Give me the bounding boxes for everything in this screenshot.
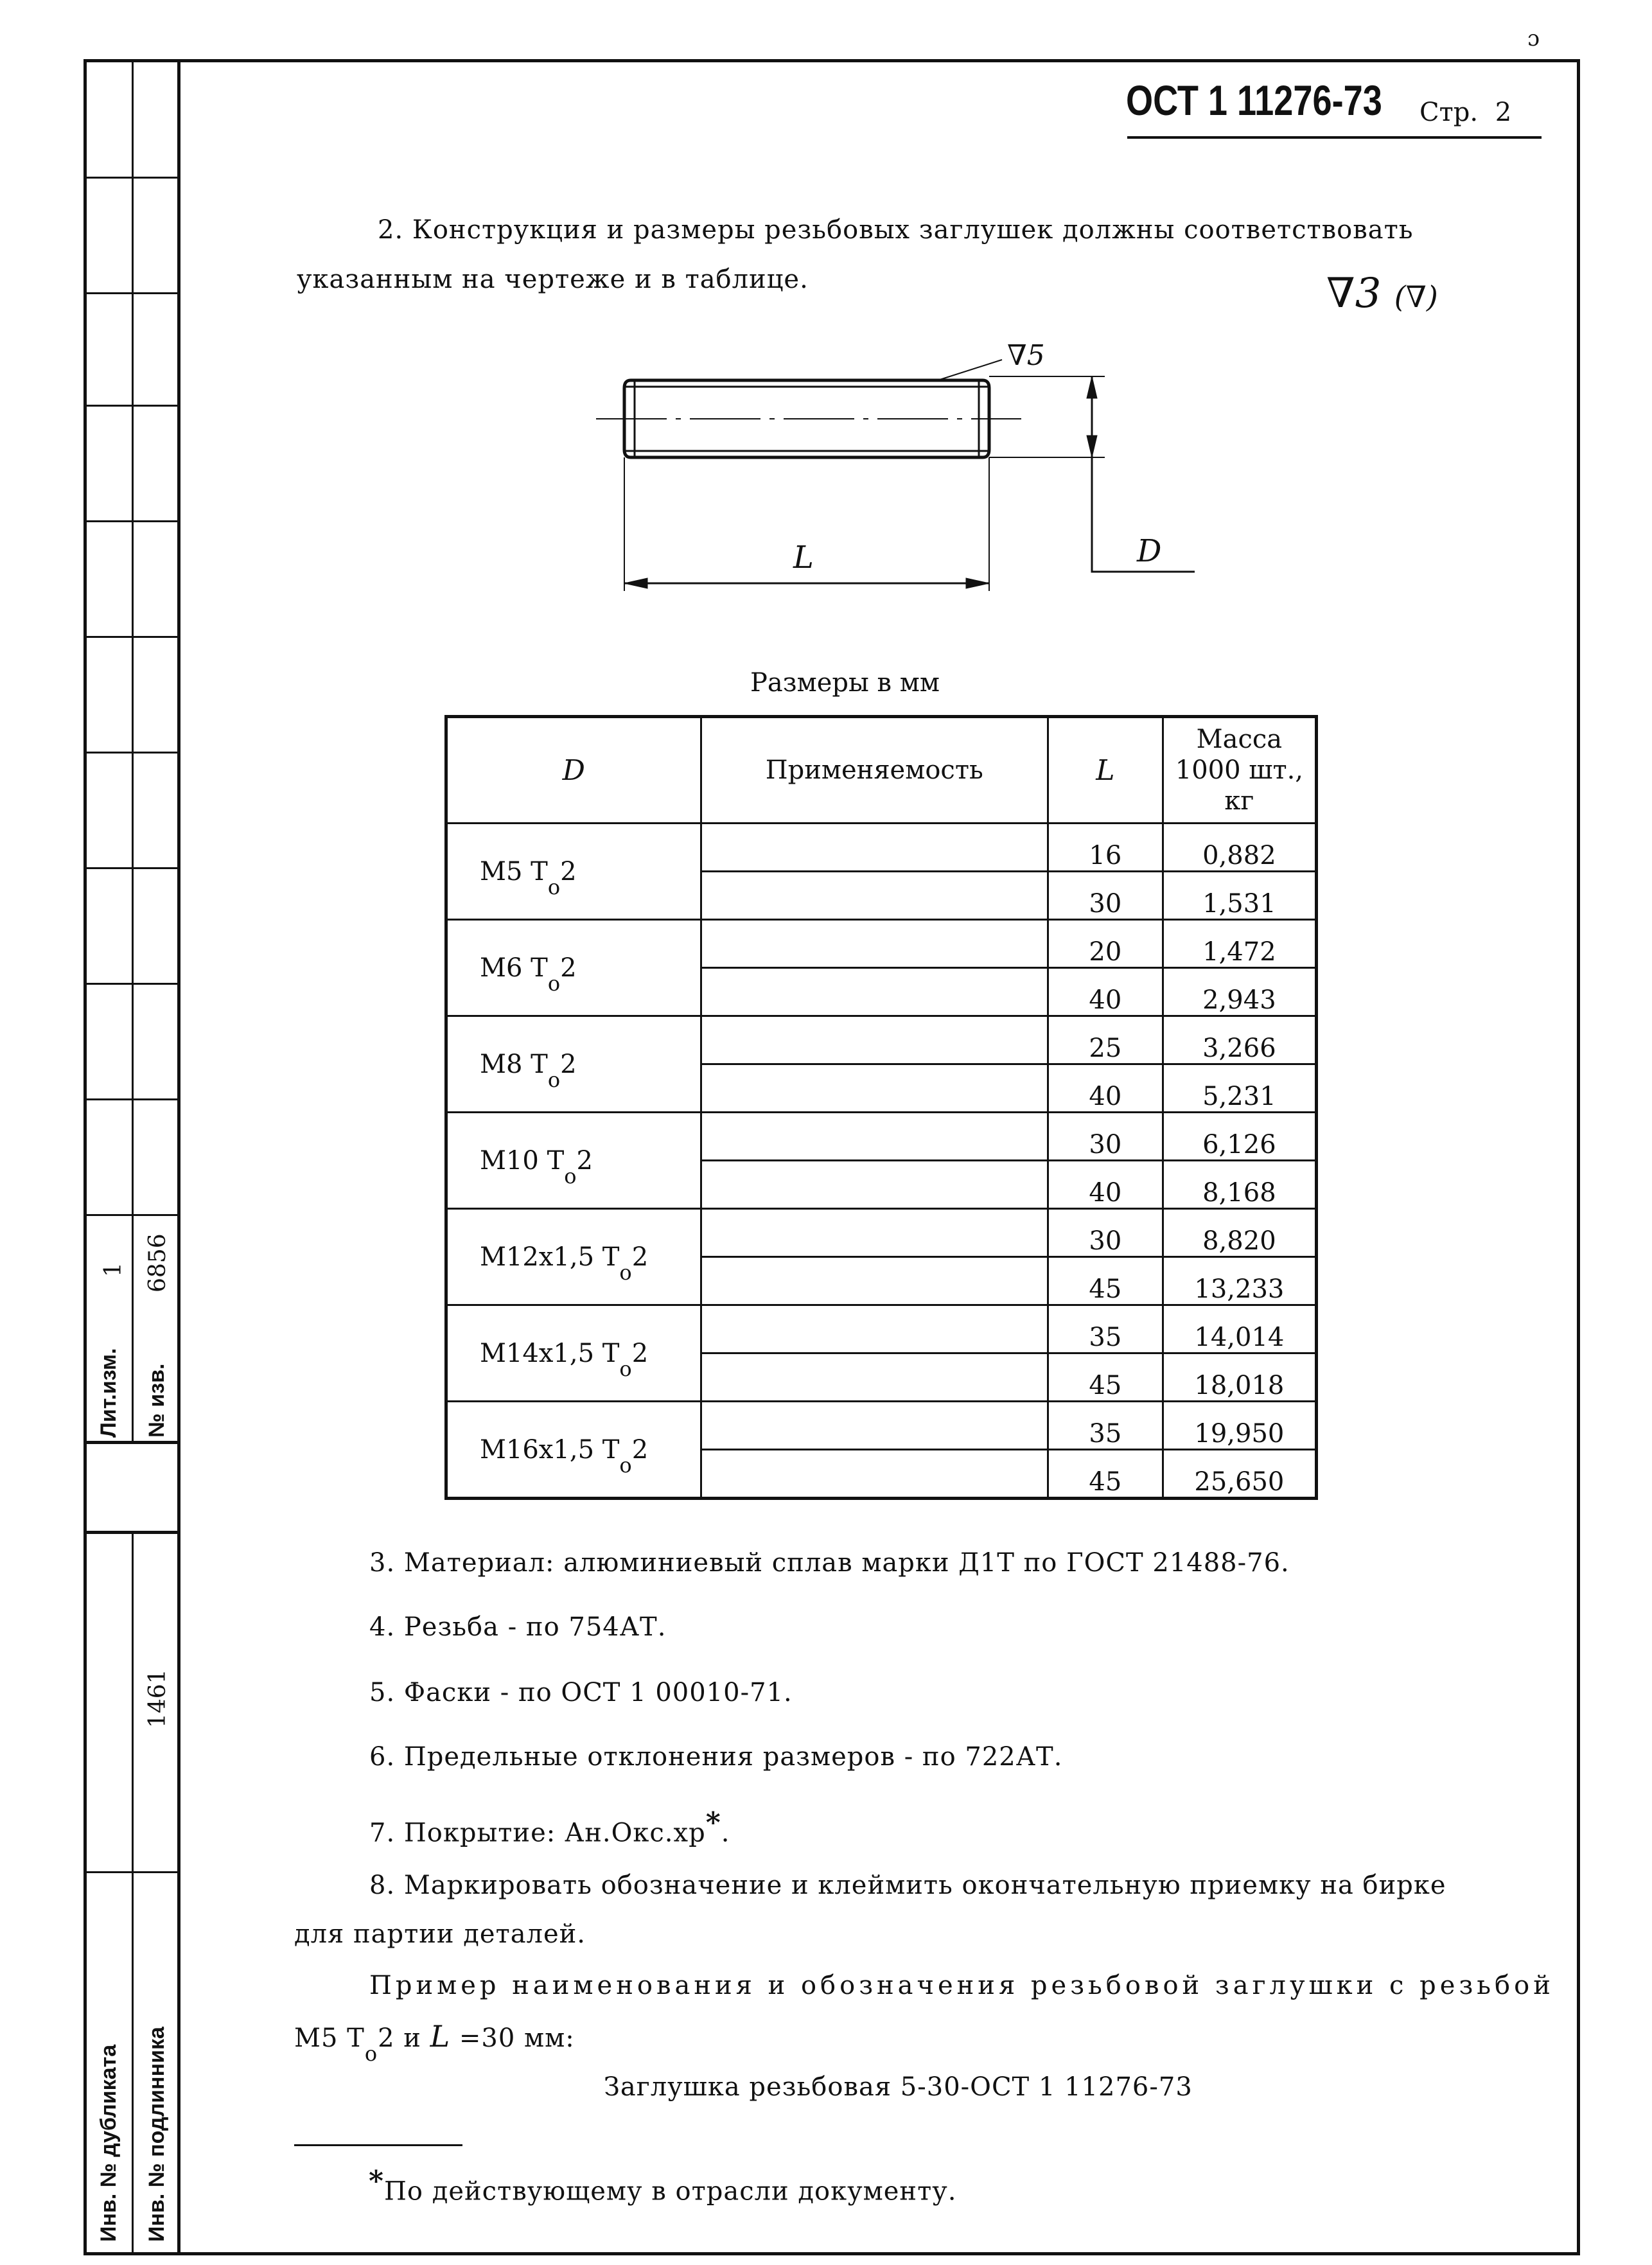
paragraph-2-line2: указанным на чертеже и в таблице.	[297, 265, 809, 294]
no-izv-value: 6856	[145, 1233, 171, 1292]
length-cell: 45	[1048, 1257, 1163, 1305]
example-line2	[294, 2019, 575, 2066]
length-cell: 30	[1048, 872, 1163, 920]
length-arrow-left	[624, 578, 647, 588]
length-cell: 40	[1048, 968, 1163, 1016]
example-thread-sub: о	[364, 2041, 378, 2066]
usage-cell	[701, 1016, 1048, 1064]
item-8-line2: для партии деталей.	[294, 1919, 586, 1949]
roughness-symbol	[1326, 270, 1438, 317]
thread-designation	[446, 1209, 701, 1305]
sidebar-tick	[83, 1098, 180, 1100]
thread-tail: 2	[631, 1242, 649, 1272]
document-code: ОСТ 1 11276-73	[1126, 76, 1382, 124]
length-cell: 30	[1048, 1209, 1163, 1257]
thread-tail: 2	[631, 1434, 649, 1465]
thread-tail: 2	[560, 1049, 577, 1079]
thread-main: M16x1,5 T	[480, 1434, 620, 1465]
inv-dubl-label: Инв. № дубликата	[96, 2044, 121, 2242]
usage-cell	[701, 1064, 1048, 1113]
footnote-rule	[294, 2144, 462, 2146]
example-length-value: =30 мм:	[450, 2023, 575, 2053]
table-caption: Размеры в мм	[750, 668, 940, 698]
sidebar-tick	[83, 177, 180, 179]
sidebar-tick	[83, 405, 180, 407]
frame-top	[83, 59, 1580, 62]
plug-drawing	[578, 334, 1195, 604]
thread-main: M5 T	[480, 856, 548, 886]
sidebar-tick	[83, 520, 180, 522]
inv-podl-value: 1461	[145, 1669, 171, 1728]
usage-cell	[701, 1113, 1048, 1161]
usage-cell	[701, 1257, 1048, 1305]
item-7-end: .	[721, 1818, 730, 1848]
thread-sub: о	[547, 874, 561, 899]
mass-cell: 25,650	[1163, 1450, 1316, 1499]
thread-sub: о	[564, 1163, 577, 1188]
example-thread-tail: 2 и	[378, 2023, 430, 2053]
header-mass	[1163, 717, 1316, 824]
no-izv-label: № изв.	[145, 1363, 169, 1438]
mass-cell: 6,126	[1163, 1113, 1316, 1161]
sidebar-block-top	[83, 1441, 180, 1444]
usage-cell	[701, 1353, 1048, 1402]
table-row	[446, 824, 1317, 872]
item-7-text: 7. Покрытие: Ан.Окс.хр	[369, 1818, 706, 1848]
inv-podl-label: Инв. № подлинника	[145, 2027, 169, 2242]
mass-cell: 5,231	[1163, 1064, 1316, 1113]
mass-cell: 13,233	[1163, 1257, 1316, 1305]
sidebar-lower-mid	[83, 1871, 180, 1873]
length-cell: 20	[1048, 920, 1163, 968]
mass-cell: 14,014	[1163, 1305, 1316, 1353]
length-cell: 40	[1048, 1064, 1163, 1113]
mass-cell: 2,943	[1163, 968, 1316, 1016]
frame-inner-left	[177, 59, 180, 2255]
paragraph-2-line1: 2. Конструкция и размеры резьбовых заглушек должны соответствовать	[378, 215, 1414, 245]
header-mass-1: Масса	[1196, 725, 1283, 754]
sidebar-tick	[83, 752, 180, 754]
page-label-text: Стр.	[1419, 98, 1479, 127]
item-3: 3. Материал: алюминиевый сплав марки Д1Т по ГОСТ 21488-76.	[369, 1548, 1290, 1578]
table-row	[446, 1113, 1317, 1161]
thread-sub: о	[547, 1067, 561, 1092]
item-7	[369, 1806, 730, 1847]
mass-cell: 0,882	[1163, 824, 1316, 872]
dimensions-table	[444, 715, 1318, 1500]
header-l: L	[1048, 717, 1163, 824]
thread-sub: о	[547, 971, 561, 996]
frame-right	[1577, 59, 1580, 2255]
usage-cell	[701, 1450, 1048, 1499]
thread-designation	[446, 1402, 701, 1499]
lit-izm-label: Лит.изм.	[96, 1348, 121, 1438]
page-label	[1419, 98, 1511, 127]
length-cell: 35	[1048, 1402, 1163, 1450]
footnote-star: *	[369, 2165, 385, 2198]
table-row	[446, 1305, 1317, 1353]
thread-main: M8 T	[480, 1049, 548, 1079]
example-line1: Пример наименования и обозначения резьбовой заглушки с резьбой	[369, 1971, 1554, 2000]
thread-main: M10 T	[480, 1145, 565, 1176]
thread-designation	[446, 1113, 701, 1209]
length-arrow-right	[966, 578, 989, 588]
frame-bottom	[83, 2252, 1580, 2255]
sidebar-divider-lower	[132, 1532, 134, 2255]
drawing-roughness-label: ∇5	[1007, 339, 1045, 372]
usage-cell	[701, 1161, 1048, 1209]
mass-cell: 1,531	[1163, 872, 1316, 920]
thread-tail: 2	[560, 856, 577, 886]
length-cell: 30	[1048, 1113, 1163, 1161]
thread-sub: о	[619, 1452, 632, 1477]
thread-designation	[446, 1016, 701, 1113]
footnote	[369, 2165, 956, 2206]
item-7-star: *	[705, 1806, 721, 1839]
thread-designation	[446, 1305, 701, 1402]
header-underline	[1127, 136, 1542, 139]
footnote-text: По действующему в отрасли документу.	[384, 2176, 957, 2207]
thread-main: M6 T	[480, 953, 548, 983]
length-cell: 45	[1048, 1353, 1163, 1402]
sidebar-divider	[132, 59, 134, 1442]
table-row	[446, 1016, 1317, 1064]
mass-cell: 8,820	[1163, 1209, 1316, 1257]
mass-cell: 3,266	[1163, 1016, 1316, 1064]
diameter-arrow-top	[1087, 376, 1097, 398]
mass-cell: 8,168	[1163, 1161, 1316, 1209]
table-row	[446, 1209, 1317, 1257]
sidebar-lower-top	[83, 1531, 180, 1534]
length-cell: 45	[1048, 1450, 1163, 1499]
roughness-paren: (∇)	[1394, 279, 1438, 314]
designation-example: Заглушка резьбовая 5-30-ОСТ 1 11276-73	[604, 2072, 1193, 2102]
header-mass-3: кг	[1224, 786, 1254, 816]
mass-cell: 1,472	[1163, 920, 1316, 968]
length-cell: 35	[1048, 1305, 1163, 1353]
thread-sub: о	[619, 1260, 632, 1285]
thread-sub: о	[619, 1356, 632, 1381]
drawing-length-label: L	[793, 540, 814, 576]
usage-cell	[701, 920, 1048, 968]
usage-cell	[701, 1209, 1048, 1257]
item-6: 6. Предельные отклонения размеров - по 722АТ.	[369, 1742, 1063, 1772]
sidebar-tick	[83, 1214, 180, 1216]
usage-cell	[701, 968, 1048, 1016]
table-row	[446, 1402, 1317, 1450]
length-cell: 25	[1048, 1016, 1163, 1064]
roughness-leader	[938, 360, 1002, 380]
thread-designation	[446, 824, 701, 920]
item-4: 4. Резьба - по 754АТ.	[369, 1612, 667, 1642]
sidebar-tick	[83, 636, 180, 638]
page-corner-mark: ɔ	[1527, 26, 1540, 51]
header-d: D	[446, 717, 701, 824]
page-number: 2	[1495, 98, 1512, 127]
thread-main: M14x1,5 T	[480, 1338, 620, 1368]
example-thread: M5 T	[294, 2023, 365, 2053]
example-length-symbol: L	[430, 2019, 451, 2054]
item-5: 5. Фаски - по ОСТ 1 00010-71.	[369, 1678, 793, 1707]
thread-main: M12x1,5 T	[480, 1242, 620, 1272]
sidebar-tick	[83, 292, 180, 294]
mass-cell: 18,018	[1163, 1353, 1316, 1402]
header-mass-2: 1000 шт.,	[1175, 755, 1304, 785]
thread-tail: 2	[576, 1145, 593, 1176]
sidebar-tick	[83, 867, 180, 869]
lit-izm-value: 1	[100, 1262, 127, 1277]
mass-cell: 19,950	[1163, 1402, 1316, 1450]
length-cell: 16	[1048, 824, 1163, 872]
usage-cell	[701, 824, 1048, 872]
frame-left	[83, 59, 87, 2255]
length-cell: 40	[1048, 1161, 1163, 1209]
header-usage: Применяемость	[701, 717, 1048, 824]
thread-tail: 2	[631, 1338, 649, 1368]
drawing-diameter-label: D	[1137, 533, 1162, 569]
usage-cell	[701, 1305, 1048, 1353]
thread-designation	[446, 920, 701, 1016]
roughness-main: ∇3	[1326, 270, 1382, 317]
item-8-line1: 8. Маркировать обозначение и клеймить окончательную приемку на бирке	[369, 1871, 1446, 1900]
diameter-arrow-bottom	[1087, 436, 1097, 457]
usage-cell	[701, 872, 1048, 920]
thread-tail: 2	[560, 953, 577, 983]
table-row	[446, 920, 1317, 968]
sidebar-tick	[83, 983, 180, 985]
usage-cell	[701, 1402, 1048, 1450]
